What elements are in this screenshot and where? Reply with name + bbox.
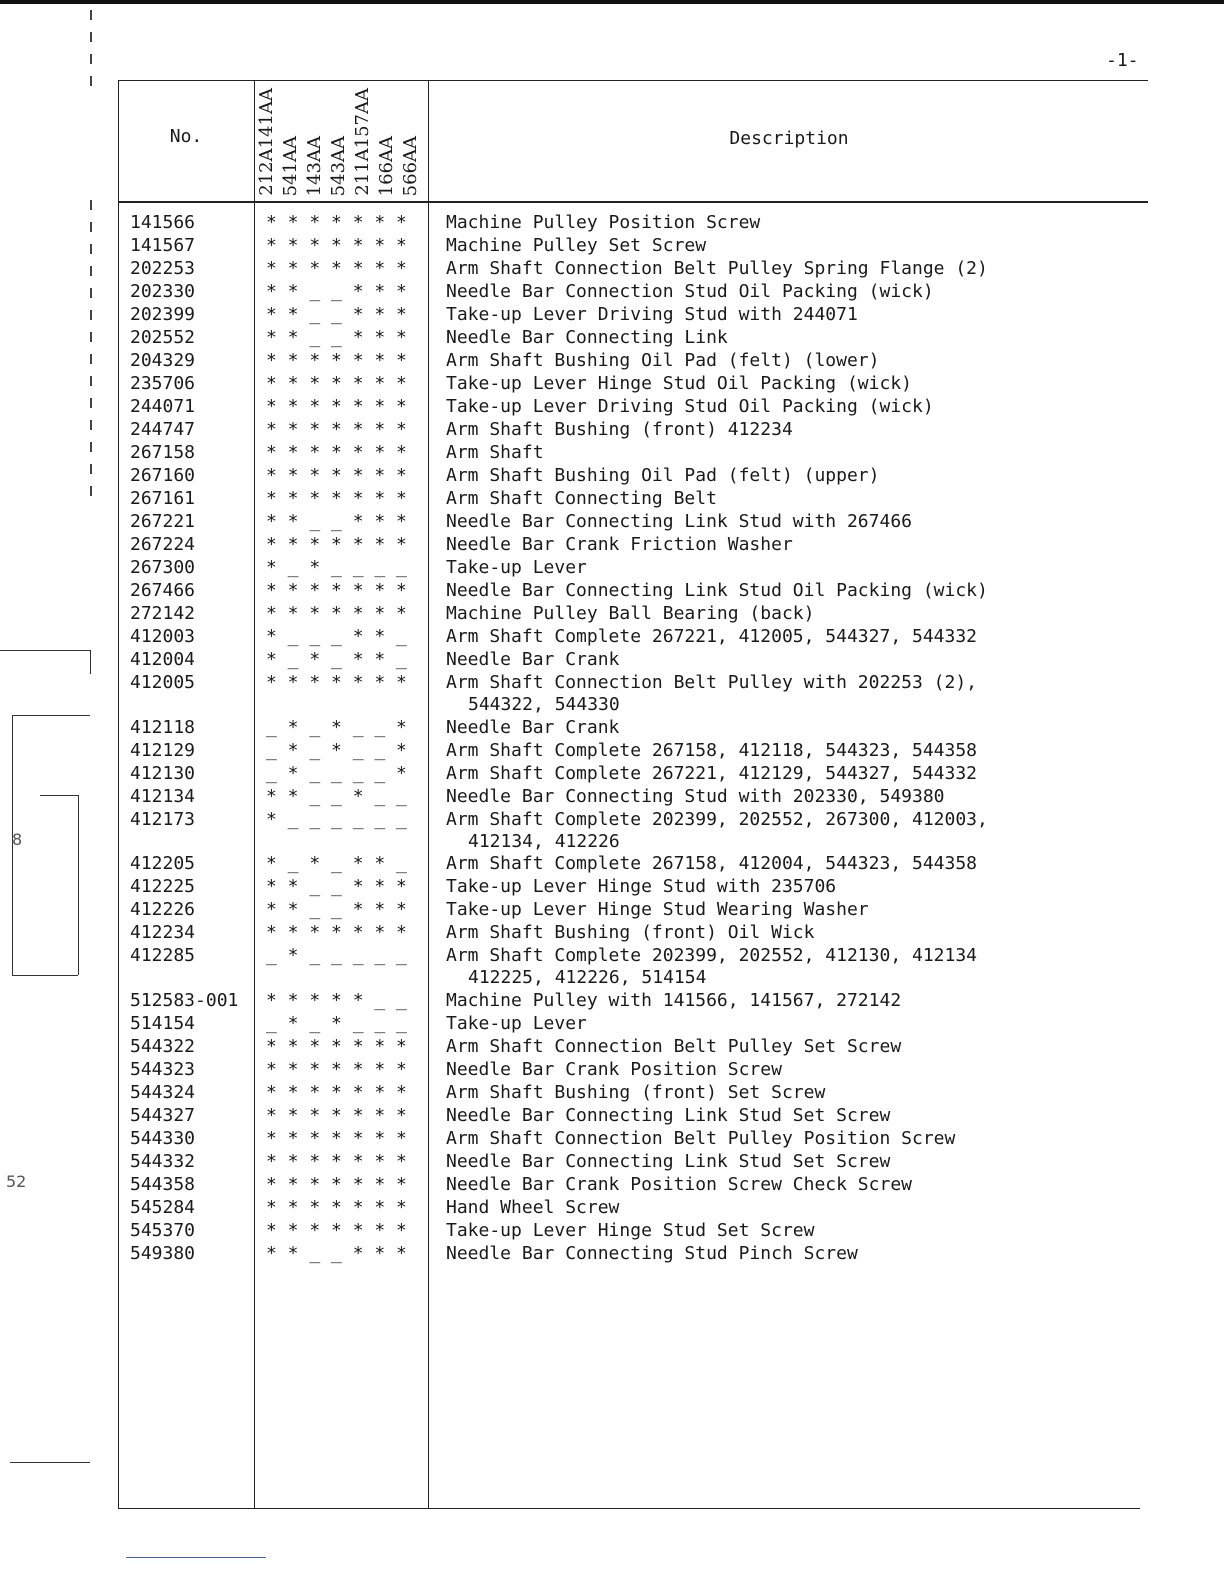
model-flags: * * * * * * * xyxy=(266,350,407,371)
model-flags: * * * * * * * xyxy=(266,373,407,394)
model-flags: _ * _ * _ _ _ xyxy=(266,1013,407,1034)
part-description: Needle Bar Crank xyxy=(446,717,620,738)
table-row xyxy=(0,876,1224,900)
table-row xyxy=(0,419,1224,443)
page-number: -1- xyxy=(1106,50,1139,71)
part-number: 412004 xyxy=(130,649,196,670)
model-flags: _ * _ _ _ _ * xyxy=(266,763,407,784)
part-number: 412234 xyxy=(130,922,196,943)
part-description: Needle Bar Crank Position Screw xyxy=(446,1059,782,1080)
model-flags: * _ * _ * * _ xyxy=(266,853,407,874)
part-description: Needle Bar Crank xyxy=(446,649,620,670)
table-row xyxy=(0,212,1224,236)
model-label: 541AA xyxy=(280,135,301,196)
table-row xyxy=(0,1059,1224,1083)
table-row xyxy=(0,603,1224,627)
part-description: Arm Shaft Connection Belt Pulley Position Screw xyxy=(446,1128,956,1149)
part-description: Take-up Lever Hinge Stud with 235706 xyxy=(446,876,837,897)
part-description: Hand Wheel Screw xyxy=(446,1197,620,1218)
model-label: 166AA xyxy=(376,135,397,196)
part-description: Machine Pulley Set Screw xyxy=(446,235,707,256)
model-label: 211A157AA xyxy=(352,88,373,196)
table-row xyxy=(0,488,1224,512)
table-row xyxy=(0,899,1224,923)
part-number: 514154 xyxy=(130,1013,196,1034)
part-description: Needle Bar Connecting Link Stud Oil Packing (wick) xyxy=(446,580,988,601)
model-flags: * * _ _ * * * xyxy=(266,327,407,348)
model-flags: * * * * * * * xyxy=(266,1197,407,1218)
part-number: 267161 xyxy=(130,488,196,509)
table-row xyxy=(0,1151,1224,1175)
part-description: Take-up Lever Hinge Stud Oil Packing (wick) xyxy=(446,373,912,394)
model-flags: * * * * * * * xyxy=(266,1082,407,1103)
model-label: 543AA xyxy=(328,135,349,196)
model-flags: * * * * * * * xyxy=(266,1151,407,1172)
part-description: Take-up Lever Hinge Stud Wearing Washer xyxy=(446,899,869,920)
model-flags: * * * * * * * xyxy=(266,1220,407,1241)
part-description: Needle Bar Crank Position Screw Check Screw xyxy=(446,1174,912,1195)
model-flags: * * * * * * * xyxy=(266,488,407,509)
part-description: Arm Shaft Bushing (front) Oil Wick xyxy=(446,922,815,943)
table-row xyxy=(0,740,1224,764)
model-flags: * * _ _ * * * xyxy=(266,899,407,920)
table-row xyxy=(0,442,1224,466)
model-flags: _ * _ * _ _ * xyxy=(266,717,407,738)
top-edge-bar xyxy=(0,0,1224,4)
part-number: 244071 xyxy=(130,396,196,417)
table-row xyxy=(0,1128,1224,1152)
part-number: 267158 xyxy=(130,442,196,463)
part-number: 412225 xyxy=(130,876,196,897)
part-description: Machine Pulley Position Screw xyxy=(446,212,761,233)
table-row xyxy=(0,1082,1224,1106)
part-number: 267160 xyxy=(130,465,196,486)
model-flags: * _ _ _ * * _ xyxy=(266,626,407,647)
table-header-border xyxy=(118,201,1148,203)
part-number: 412003 xyxy=(130,626,196,647)
table-bottom-border xyxy=(118,1508,1140,1509)
part-description: Arm Shaft Connecting Belt xyxy=(446,488,717,509)
margin-text: 52 xyxy=(6,1172,27,1191)
part-number: 412285 xyxy=(130,945,196,966)
part-number: 544327 xyxy=(130,1105,196,1126)
part-description: Arm Shaft Bushing (front) 412234 xyxy=(446,419,793,440)
part-number: 549380 xyxy=(130,1243,196,1264)
model-flags: * * _ _ * _ _ xyxy=(266,786,407,807)
model-flags: * * * * * * * xyxy=(266,442,407,463)
part-description: Arm Shaft xyxy=(446,442,544,463)
model-flags: * * * * * * * xyxy=(266,672,407,693)
table-row xyxy=(0,1174,1224,1198)
part-number: 544324 xyxy=(130,1082,196,1103)
part-description: Arm Shaft Complete 202399, 202552, 412130, 412134 xyxy=(446,945,978,966)
part-description: Needle Bar Crank Friction Washer xyxy=(446,534,793,555)
table-row xyxy=(0,990,1224,1014)
table-row xyxy=(0,1036,1224,1060)
table-row xyxy=(0,786,1224,810)
table-row xyxy=(0,922,1224,946)
part-description: Take-up Lever Driving Stud Oil Packing (wick) xyxy=(446,396,934,417)
part-description: Take-up Lever xyxy=(446,1013,587,1034)
model-flags: * * _ _ * * * xyxy=(266,876,407,897)
model-flags: * * _ _ * * * xyxy=(266,304,407,325)
table-row xyxy=(0,235,1224,259)
model-flags: * * * * * * * xyxy=(266,258,407,279)
table-row xyxy=(0,763,1224,787)
table-row xyxy=(0,350,1224,374)
table-row xyxy=(0,557,1224,581)
part-description-continued: 412225, 412226, 514154 xyxy=(468,967,707,988)
table-row xyxy=(0,465,1224,489)
part-description: Arm Shaft Complete 267221, 412005, 544327, 544332 xyxy=(446,626,978,647)
part-number: 412173 xyxy=(130,809,196,830)
part-description: Arm Shaft Bushing Oil Pad (felt) (upper) xyxy=(446,465,880,486)
part-description: Arm Shaft Bushing (front) Set Screw xyxy=(446,1082,826,1103)
part-number: 544358 xyxy=(130,1174,196,1195)
part-description: Arm Shaft Connection Belt Pulley with 202253 (2), xyxy=(446,672,978,693)
table-row xyxy=(0,717,1224,741)
part-description: Needle Bar Connecting Link Stud with 267466 xyxy=(446,511,912,532)
part-description: Machine Pulley Ball Bearing (back) xyxy=(446,603,815,624)
model-flags: * * * * * * * xyxy=(266,534,407,555)
table-row xyxy=(0,1105,1224,1129)
part-number: 272142 xyxy=(130,603,196,624)
part-description-continued: 544322, 544330 xyxy=(468,694,620,715)
part-description-continued: 412134, 412226 xyxy=(468,831,620,852)
part-number: 545284 xyxy=(130,1197,196,1218)
model-flags: * _ * _ * * _ xyxy=(266,649,407,670)
table-row xyxy=(0,809,1224,855)
model-flags: * * * * * * * xyxy=(266,396,407,417)
model-header xyxy=(258,84,426,196)
table-row xyxy=(0,649,1224,673)
part-description: Arm Shaft Complete 267158, 412004, 544323, 544358 xyxy=(446,853,978,874)
table-row xyxy=(0,327,1224,351)
part-number: 544322 xyxy=(130,1036,196,1057)
table-row xyxy=(0,945,1224,991)
model-flags: _ * _ _ _ _ _ xyxy=(266,945,407,966)
part-description: Arm Shaft Bushing Oil Pad (felt) (lower) xyxy=(446,350,880,371)
model-flags: * * * * * * * xyxy=(266,603,407,624)
margin-line xyxy=(10,1462,90,1463)
part-description: Machine Pulley with 141566, 141567, 272142 xyxy=(446,990,902,1011)
part-number: 235706 xyxy=(130,373,196,394)
part-description: Arm Shaft Complete 267158, 412118, 544323, 544358 xyxy=(446,740,978,761)
part-number: 141567 xyxy=(130,235,196,256)
table-top-border xyxy=(118,80,1148,81)
part-number: 412130 xyxy=(130,763,196,784)
model-flags: * * _ _ * * * xyxy=(266,281,407,302)
part-description: Arm Shaft Complete 202399, 202552, 267300, 412003, xyxy=(446,809,988,830)
part-number: 412134 xyxy=(130,786,196,807)
part-description: Take-up Lever Hinge Stud Set Screw xyxy=(446,1220,815,1241)
model-flags: * * * * * * * xyxy=(266,1036,407,1057)
part-number: 141566 xyxy=(130,212,196,233)
table-row xyxy=(0,1220,1224,1244)
part-number: 412118 xyxy=(130,717,196,738)
part-description: Take-up Lever Driving Stud with 244071 xyxy=(446,304,858,325)
part-number: 544323 xyxy=(130,1059,196,1080)
part-number: 244747 xyxy=(130,419,196,440)
part-number: 545370 xyxy=(130,1220,196,1241)
part-number: 412005 xyxy=(130,672,196,693)
table-row xyxy=(0,511,1224,535)
model-flags: * * * * * * * xyxy=(266,1174,407,1195)
model-flags: * * _ _ * * * xyxy=(266,1243,407,1264)
model-flags: * * * * * _ _ xyxy=(266,990,407,1011)
margin-dots xyxy=(90,10,92,90)
part-description: Arm Shaft Connection Belt Pulley Set Screw xyxy=(446,1036,902,1057)
table-row xyxy=(0,1197,1224,1221)
part-description: Arm Shaft Complete 267221, 412129, 544327, 544332 xyxy=(446,763,978,784)
table-row xyxy=(0,281,1224,305)
model-label: 566AA xyxy=(400,135,421,196)
model-label: 143AA xyxy=(304,135,325,196)
model-flags: * _ _ _ _ _ _ xyxy=(266,809,407,830)
model-flags: * * * * * * * xyxy=(266,212,407,233)
model-flags: * * * * * * * xyxy=(266,922,407,943)
part-number: 202399 xyxy=(130,304,196,325)
part-number: 267466 xyxy=(130,580,196,601)
part-description: Needle Bar Connecting Link Stud Set Screw xyxy=(446,1151,891,1172)
margin-text: 8 xyxy=(12,830,23,849)
part-description: Needle Bar Connecting Stud Pinch Screw xyxy=(446,1243,858,1264)
part-number: 202253 xyxy=(130,258,196,279)
part-description: Needle Bar Connecting Link xyxy=(446,327,728,348)
table-row xyxy=(0,580,1224,604)
part-description: Needle Bar Connecting Link Stud Set Screw xyxy=(446,1105,891,1126)
model-flags: * * * * * * * xyxy=(266,235,407,256)
part-number: 412205 xyxy=(130,853,196,874)
header-description: Description xyxy=(729,128,849,149)
model-flags: _ * _ * _ _ * xyxy=(266,740,407,761)
table-row xyxy=(0,304,1224,328)
model-flags: * * * * * * * xyxy=(266,580,407,601)
footer-underline xyxy=(126,1557,266,1558)
table-row xyxy=(0,626,1224,650)
table-row xyxy=(0,1013,1224,1037)
part-number: 202330 xyxy=(130,281,196,302)
model-flags: * _ * _ _ _ _ xyxy=(266,557,407,578)
table-row xyxy=(0,534,1224,558)
table-row xyxy=(0,1243,1224,1267)
part-number: 544332 xyxy=(130,1151,196,1172)
model-flags: * * * * * * * xyxy=(266,1105,407,1126)
part-number: 544330 xyxy=(130,1128,196,1149)
part-number: 267300 xyxy=(130,557,196,578)
model-flags: * * _ _ * * * xyxy=(266,511,407,532)
part-number: 412129 xyxy=(130,740,196,761)
part-description: Needle Bar Connection Stud Oil Packing (wick) xyxy=(446,281,934,302)
header-no: No. xyxy=(169,126,203,147)
table-row xyxy=(0,396,1224,420)
part-number: 204329 xyxy=(130,350,196,371)
part-number: 512583-001 xyxy=(130,990,239,1011)
part-number: 267221 xyxy=(130,511,196,532)
part-number: 202552 xyxy=(130,327,196,348)
table-row xyxy=(0,672,1224,718)
part-description: Needle Bar Connecting Stud with 202330, 549380 xyxy=(446,786,945,807)
part-description: Arm Shaft Connection Belt Pulley Spring Flange (2) xyxy=(446,258,988,279)
model-flags: * * * * * * * xyxy=(266,1128,407,1149)
model-flags: * * * * * * * xyxy=(266,419,407,440)
model-flags: * * * * * * * xyxy=(266,465,407,486)
table-row xyxy=(0,373,1224,397)
table-row xyxy=(0,853,1224,877)
model-flags: * * * * * * * xyxy=(266,1059,407,1080)
part-number: 412226 xyxy=(130,899,196,920)
part-number: 267224 xyxy=(130,534,196,555)
model-label: 212A141AA xyxy=(256,88,277,196)
part-description: Take-up Lever xyxy=(446,557,587,578)
table-row xyxy=(0,258,1224,282)
